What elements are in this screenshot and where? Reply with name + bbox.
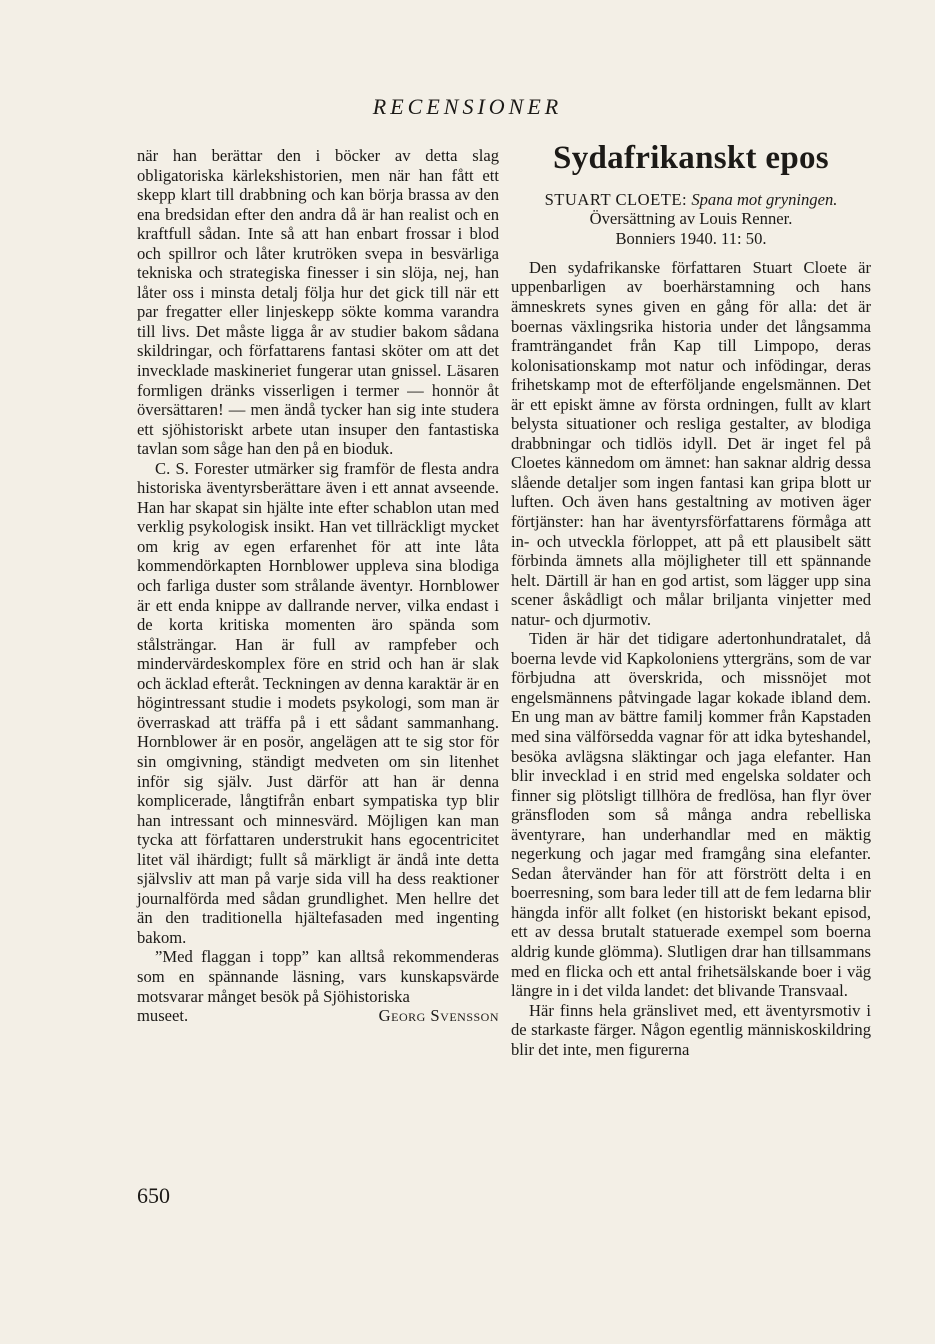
left-paragraph-3-end: museet. (137, 1006, 189, 1026)
right-paragraph-2: Tiden är här det tidigare adertonhundratalet, då boerna levde vid Kapkoloniens yttergräns, som de var förbjudna att överskrida, och missnöjet mot engelsmännens påtvingade lagar kokade ibland dem. En ung man av bättre familj kommer från Kapstaden med sina välförsedda vagnar för att idka byteshandel, besöka avlägsna släktingar och jaga elefanter. Han blir invecklad i en strid med engelska soldater och finner sig plötsligt tillhöra de fredlösa, han flyr över gränsfloden som så många andra rebelliska äventyrare, han underhandlar med en mäktig negerkung och jagar med framgång sina elefanter. Sedan återvänder han för att förstrött delta i en boerresning, som bara leder till att de fem ledarna blir hängda inför allt folket (en historiskt bekant episod, ett av dessa brutalt statuerade exempel som boerna aldrig kunde glömma). Slutligen drar han tillsammans med en flicka och ett antal frihetsälskande boer i väg längre in i det vilda landet: det blivande Transvaal. (511, 629, 871, 1001)
left-paragraph-1: när han berättar den i böcker av detta slag obligatoriska kärlekshistorien, men när han fått ett skepp klart till drabbning och kan börja brassa av den ena bredsidan efter den andra då är han realist och en kraftfull sådan. Inte så att han enbart frossar i blod och spillror och låter krutröken svepa in besvärliga tekniska och strategiska finesser i sin slöja, nej, han låter oss i minsta detalj följa hur det gick till när ett par fregatter eller linjeskepp sökte komma varandra till livs. Det måste ligga år av studier bakom sådana skildringar, och författarens fantasi sköter om att det invecklade maskineriet fungerar utan gnissel. Läsaren formligen dränks visserligen i termer — honnör åt översättaren! — men ändå tycker han sig inte studera ett sjöhistoriskt arbete utan insuper den fantastiska tavlan som såge han den på en bioduk. (137, 146, 499, 459)
book-author: STUART CLOETE: (544, 190, 688, 209)
review-headline: Sydafrikanskt epos (553, 140, 829, 176)
left-column (137, 146, 499, 1026)
book-citation (511, 190, 871, 248)
right-paragraph-3: Här finns hela gränslivet med, ett äventyrsmotiv i de starkaste färger. Någon egentlig människoskildring blir det inte, men figurerna (511, 1000, 871, 1059)
signature-line (137, 1006, 499, 1026)
reviewer-signature: Georg Svensson (378, 1006, 499, 1026)
left-paragraph-3: ”Med flaggan i topp” kan alltså rekommenderas som en spännande läsning, vars kunskapsvärde motsvarar månget besök på Sjöhistoriska (137, 947, 499, 1006)
book-publisher: Bonniers 1940. 11: 50. (615, 228, 767, 248)
right-column (511, 138, 871, 1059)
left-paragraph-2: C. S. Forester utmärker sig framför de flesta andra historiska äventyrsberättare även i ett annat avseende. Han har skapat sin hjälte inte efter schablon utan med verklig psykologisk insikt. Han vet tillräckligt mycket om krig av egen erfarenhet för att inte låta kommendörkapten Hornblower uppleva sina blodiga och farliga duster som strålande äventyr. Hornblower är ett enda knippe av dallrande nerver, vilka endast i de korta kritiska momenten äro spända som stålsträngar. Han är full av rampfeber och mindervärdeskomplex före en strid och han är slak och äcklad efteråt. Teckningen av denna karaktär är en högintressant studie i modets psykologi, som man är överraskad att träffa på i ett sådant sammanhang. Hornblower är en posör, angelägen att te sig stor för sin omgivning, ständigt medveten om sin litenhet inför sig själv. Just därför att han är denna komplicerade, långtifrån enbart sympatiska typ blir han intressant och minnesvärd. Möjligen kan man tycka att författaren understrukit hans egocentricitet litet väl ihärdigt; fullt så märkligt är ändå inte detta självsliv att man på varje sida vill ha dess reaktioner journalförda med sådan grundlighet. Men hellre det än den traditionella hjältefasaden med ingenting bakom. (137, 458, 500, 947)
right-paragraph-1: Den sydafrikanske författaren Stuart Cloete är uppenbarligen av boerhärstamning och hans ämneskrets synes given en gång för alla: det är boernas växlingsrika historia under det långsamma framträngandet från Kap till Limpopo, deras kolonisationskamp mot natur och infödingar, deras frihetskamp mot de efterföljande engelsmännen. Det är ett episkt ämne av första ordningen, fullt av klart belysta situationer och resliga gestalter, av blodiga drabbningar och tidlös idyll. Det är inget fel på Cloetes kännedom om ämnet: han saknar aldrig dessa slående detaljer som ingen fantasi kan gripa blott ur luften. Och även hans gestaltning av motiven äger förtjänster: han har äventyrsförfattarens förmåga att in- och utveckla förloppet, att på ett plausibelt sätt förbinda ämnets alla möjligheter till ett spännande helt. Därtill är han en god artist, som lägger upp sina scener åskådligt och målar briljanta vinjetter med natur- och djurmotiv. (511, 257, 871, 629)
page-number: 650 (137, 1183, 170, 1208)
book-title: Spana mot gryningen. (691, 190, 838, 209)
book-translation: Översättning av Louis Renner. (589, 209, 793, 229)
running-head: RECENSIONER (372, 94, 563, 119)
